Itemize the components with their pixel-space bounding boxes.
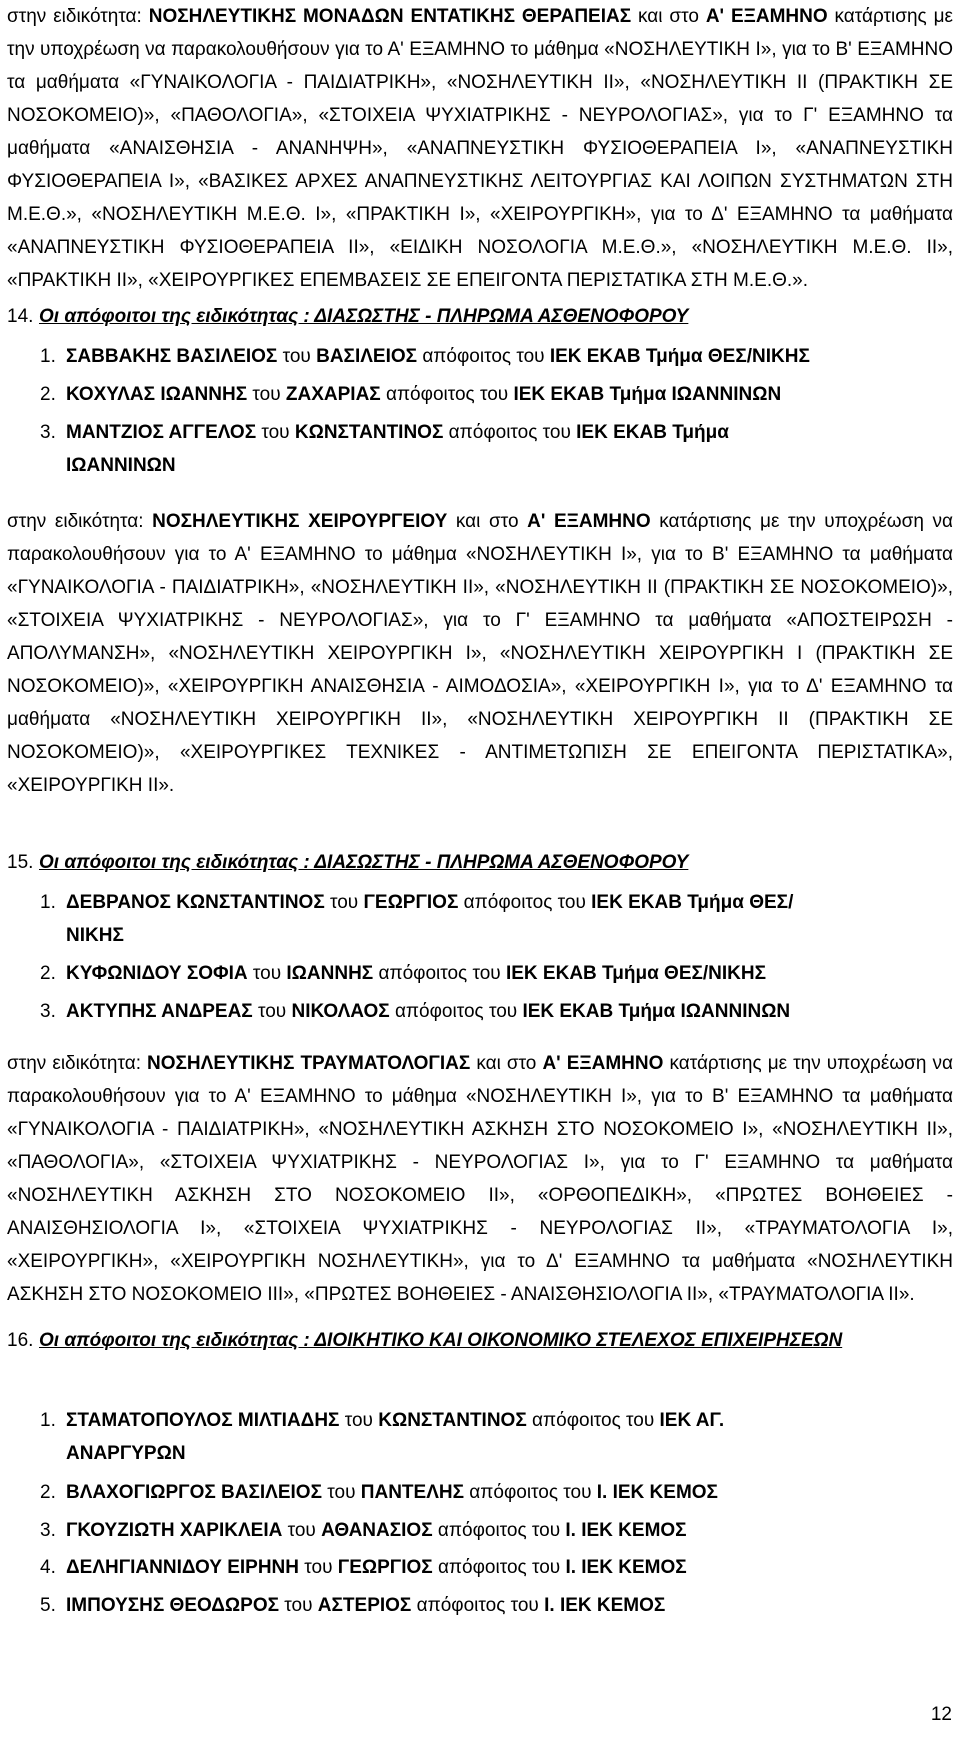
graduate-item	[40, 1404, 806, 1470]
graduate-item	[40, 416, 806, 482]
connector-text: του	[324, 892, 364, 913]
graduate-name: ΙΜΠΟΥΣΗΣ ΘΕΟΔΩΡΟΣ	[66, 1595, 280, 1616]
item-number: 2.	[40, 384, 56, 405]
section-number: 16.	[7, 1330, 34, 1351]
father-name: ΙΩΑΝΝΗΣ	[286, 963, 374, 984]
school-name: ΙΕΚ ΕΚΑΒ Τμήμα ΘΕΣ/ΝΙΚΗΣ	[549, 346, 810, 367]
item-number: 4.	[40, 1557, 56, 1578]
connector-text: του	[247, 384, 286, 405]
item-number: 1.	[40, 1410, 56, 1431]
father-name: ΚΩΝΣΤΑΝΤΙΝΟΣ	[378, 1410, 527, 1431]
father-name: ΠΑΝΤΕΛΗΣ	[360, 1482, 464, 1503]
father-name: ΓΕΩΡΓΙΟΣ	[363, 892, 459, 913]
specialty-paragraph-surgery	[7, 505, 953, 802]
father-name: ΚΩΝΣΤΑΝΤΙΝΟΣ	[294, 422, 444, 443]
section-heading-14	[7, 300, 953, 333]
school-name: ΙΕΚ ΕΚΑΒ Τμήμα ΘΕΣ/ΝΙΚΗΣ	[66, 892, 794, 946]
school-name: ΙΕΚ ΕΚΑΒ Τμήμα ΙΩΑΝΝΙΝΩΝ	[513, 384, 782, 405]
section-title: Οι απόφοιτοι της ειδικότητας : ΔΙΑΣΩΣΤΗΣ - ΠΛΗΡΩΜΑ ΑΣΘΕΝΟΦΟΡΟΥ	[39, 852, 689, 873]
connector-text: απόφοιτος του	[380, 384, 514, 405]
school-name: Ι. ΙΕΚ ΚΕΜΟΣ	[596, 1482, 718, 1503]
connector-text: απόφοιτος του	[389, 1001, 523, 1022]
semester-label: Α' ΕΞΑΜΗΝΟ	[542, 1053, 664, 1074]
specialty-name: ΝΟΣΗΛΕΥΤΙΚΗΣ ΜΟΝΑΔΩΝ ΕΝΤΑΤΙΚΗΣ ΘΕΡΑΠΕΙΑΣ	[148, 6, 632, 27]
graduate-name: ΔΕΒΡΑΝΟΣ ΚΩΝΣΤΑΝΤΙΝΟΣ	[66, 892, 325, 913]
item-number: 1.	[40, 346, 56, 367]
section-number: 15.	[7, 852, 34, 873]
connector-text: απόφοιτος του	[432, 1557, 566, 1578]
section-number: 14.	[7, 306, 34, 327]
graduate-name: ΚΥΦΩΝΙΔΟΥ ΣΟΦΙΑ	[66, 963, 248, 984]
specialty-name: ΝΟΣΗΛΕΥΤΙΚΗΣ ΤΡΑΥΜΑΤΟΛΟΓΙΑΣ	[147, 1053, 471, 1074]
paragraph-body: κατάρτισης με την υποχρέωση να παρακολουθήσουν για το Α' ΕΞΑΜΗΝΟ το μάθημα «ΝΟΣΗΛΕΥΤΙΚΗ Ι», για το Β' ΕΞΑΜΗΝΟ τα μαθήματα «ΓΥΝΑΙΚΟΛΟΓΙΑ - ΠΑΙΔΙΑΤΡΙΚΗ», «ΝΟΣΗΛΕΥΤΙΚΗ ΑΣΚΗΣΗ ΣΤΟ ΝΟΣΟΚΟΜΕΙΟ Ι», «ΝΟΣΗΛΕΥΤΙΚΗ ΙΙ», «ΠΑΘΟΛΟΓΙΑ», «ΣΤΟΙΧΕΙΑ ΨΥΧΙΑΤΡΙΚΗΣ - ΝΕΥΡΟΛΟΓΙΑΣ Ι», για το Γ' ΕΞΑΜΗΝΟ τα μαθήματα «ΝΟΣΗΛΕΥΤΙΚΗ ΑΣΚΗΣΗ ΣΤΟ ΝΟΣΟΚΟΜΕΙΟ ΙΙ», «ΟΡΘΟΠΕΔΙΚΗ», «ΠΡΩΤΕΣ ΒΟΗΘΕΙΕΣ - ΑΝΑΙΣΘΗΣΙΟΛΟΓΙΑ Ι», «ΣΤΟΙΧΕΙΑ ΨΥΧΙΑΤΡΙΚΗΣ - ΝΕΥΡΟΛΟΓΙΑΣ ΙΙ», «ΤΡΑΥΜΑΤΟΛΟΓΙΑ Ι», «ΧΕΙΡΟΥΡΓΙΚΗ», «ΧΕΙΡΟΥΡΓΙΚΗ ΝΟΣΗΛΕΥΤΙΚΗ», για το Δ' ΕΞΑΜΗΝΟ τα μαθήματα «ΝΟΣΗΛΕΥΤΙΚΗ ΑΣΚΗΣΗ ΣΤΟ ΝΟΣΟΚΟΜΕΙΟ ΙΙΙ», «ΠΡΩΤΕΣ ΒΟΗΘΕΙΕΣ - ΑΝΑΙΣΘΗΣΙΟΛΟΓΙΑ ΙΙ», «ΤΡΑΥΜΑΤΟΛΟΓΙΑ ΙΙ».	[7, 1053, 953, 1305]
school-name: ΙΕΚ ΕΚΑΒ Τμήμα ΙΩΑΝΝΙΝΩΝ	[66, 422, 729, 476]
graduate-name: ΓΚΟΥΖΙΩΤΗ ΧΑΡΙΚΛΕΙΑ	[66, 1520, 283, 1541]
graduate-name: ΜΑΝΤΖΙΟΣ ΑΓΓΕΛΟΣ	[66, 422, 257, 443]
specialty-paragraph-icu	[7, 0, 953, 297]
graduate-item	[40, 378, 946, 411]
semester-label: Α' ΕΞΑΜΗΝΟ	[705, 6, 828, 27]
semester-label: Α' ΕΞΑΜΗΝΟ	[527, 511, 651, 532]
section-title: Οι απόφοιτοι της ειδικότητας : ΔΙΑΣΩΣΤΗΣ - ΠΛΗΡΩΜΑ ΑΣΘΕΝΟΦΟΡΟΥ	[39, 306, 689, 327]
connector-text: του	[339, 1410, 379, 1431]
connector-text: του	[277, 346, 317, 367]
connector-text: απόφοιτος του	[417, 346, 550, 367]
father-name: ΖΑΧΑΡΙΑΣ	[285, 384, 381, 405]
connector-text: του	[282, 1520, 322, 1541]
graduate-item	[40, 886, 806, 952]
paragraph-body: κατάρτισης με την υποχρέωση να παρακολουθήσουν για το Α' ΕΞΑΜΗΝΟ το μάθημα «ΝΟΣΗΛΕΥΤΙΚΗ Ι», για το Β' ΕΞΑΜΗΝΟ τα μαθήματα «ΓΥΝΑΙΚΟΛΟΓΙΑ - ΠΑΙΔΙΑΤΡΙΚΗ», «ΝΟΣΗΛΕΥΤΙΚΗ ΙΙ», «ΝΟΣΗΛΕΥΤΙΚΗ ΙΙ (ΠΡΑΚΤΙΚΗ ΣΕ ΝΟΣΟΚΟΜΕΙΟ)», «ΣΤΟΙΧΕΙΑ ΨΥΧΙΑΤΡΙΚΗΣ - ΝΕΥΡΟΛΟΓΙΑΣ», για το Γ' ΕΞΑΜΗΝΟ τα μαθήματα «ΑΠΟΣΤΕΙΡΩΣΗ - ΑΠΟΛΥΜΑΝΣΗ», «ΝΟΣΗΛΕΥΤΙΚΗ ΧΕΙΡΟΥΡΓΙΚΗ Ι», «ΝΟΣΗΛΕΥΤΙΚΗ ΧΕΙΡΟΥΡΓΙΚΗ Ι (ΠΡΑΚΤΙΚΗ ΣΕ ΝΟΣΟΚΟΜΕΙΟ)», «ΧΕΙΡΟΥΡΓΙΚΗ ΑΝΑΙΣΘΗΣΙΑ - ΑΙΜΟΔΟΣΙΑ», «ΧΕΙΡΟΥΡΓΙΚΗ Ι», για το Δ' ΕΞΑΜΗΝΟ τα μαθήματα «ΝΟΣΗΛΕΥΤΙΚΗ ΧΕΙΡΟΥΡΓΙΚΗ ΙΙ», «ΝΟΣΗΛΕΥΤΙΚΗ ΧΕΙΡΟΥΡΓΙΚΗ ΙΙ (ΠΡΑΚΤΙΚΗ ΣΕ ΝΟΣΟΚΟΜΕΙΟ)», «ΧΕΙΡΟΥΡΓΙΚΕΣ ΤΕΧΝΙΚΕΣ - ΑΝΤΙΜΕΤΩΠΙΣΗ ΣΕ ΕΠΕΙΓΟΝΤΑ ΠΕΡΙΣΤΑΤΙΚΑ», «ΧΕΙΡΟΥΡΓΙΚΗ ΙΙ».	[7, 511, 953, 796]
connector-text: απόφοιτος του	[373, 963, 506, 984]
item-number: 2.	[40, 1482, 56, 1503]
graduate-item	[40, 995, 946, 1028]
father-name: ΑΘΑΝΑΣΙΟΣ	[321, 1520, 433, 1541]
graduate-name: ΒΛΑΧΟΓΙΩΡΓΟΣ ΒΑΣΙΛΕΙΟΣ	[66, 1482, 322, 1503]
graduate-name: ΔΕΛΗΓΙΑΝΝΙΔΟΥ ΕΙΡΗΝΗ	[66, 1557, 300, 1578]
paragraph-lead: στην ειδικότητα:	[7, 6, 149, 27]
paragraph-lead: στην ειδικότητα:	[7, 511, 153, 532]
graduate-item	[40, 957, 946, 990]
connector-text: του	[247, 963, 287, 984]
connector-text: απόφοιτος του	[443, 422, 577, 443]
graduate-name: ΣΑΒΒΑΚΗΣ ΒΑΣΙΛΕΙΟΣ	[66, 346, 278, 367]
specialty-paragraph-trauma	[7, 1047, 953, 1311]
connector-text: του	[321, 1482, 361, 1503]
section-heading-15	[7, 846, 953, 879]
connector-text: απόφοιτος του	[411, 1595, 545, 1616]
graduate-item	[40, 1589, 946, 1622]
paragraph-connector: και στο	[447, 511, 528, 532]
item-number: 3.	[40, 1520, 56, 1541]
graduate-name: ΣΤΑΜΑΤΟΠΟΥΛΟΣ ΜΙΛΤΙΑΔΗΣ	[66, 1410, 340, 1431]
graduate-name: ΑΚΤΥΠΗΣ ΑΝΔΡΕΑΣ	[66, 1001, 253, 1022]
connector-text: του	[252, 1001, 292, 1022]
graduate-item	[40, 1514, 946, 1547]
paragraph-body: κατάρτισης με την υποχρέωση να παρακολουθήσουν για το Α' ΕΞΑΜΗΝΟ το μάθημα «ΝΟΣΗΛΕΥΤΙΚΗ Ι», για το Β' ΕΞΑΜΗΝΟ τα μαθήματα «ΓΥΝΑΙΚΟΛΟΓΙΑ - ΠΑΙΔΙΑΤΡΙΚΗ», «ΝΟΣΗΛΕΥΤΙΚΗ ΙΙ», «ΝΟΣΗΛΕΥΤΙΚΗ ΙΙ (ΠΡΑΚΤΙΚΗ ΣΕ ΝΟΣΟΚΟΜΕΙΟ)», «ΠΑΘΟΛΟΓΙΑ», «ΣΤΟΙΧΕΙΑ ΨΥΧΙΑΤΡΙΚΗΣ - ΝΕΥΡΟΛΟΓΙΑΣ», για το Γ' ΕΞΑΜΗΝΟ τα μαθήματα «ΑΝΑΙΣΘΗΣΙΑ - ΑΝΑΝΗΨΗ», «ΑΝΑΠΝΕΥΣΤΙΚΗ ΦΥΣΙΟΘΕΡΑΠΕΙΑ Ι», «ΑΝΑΠΝΕΥΣΤΙΚΗ ΦΥΣΙΟΘΕΡΑΠΕΙΑ Ι», «ΒΑΣΙΚΕΣ ΑΡΧΕΣ ΑΝΑΠΝΕΥΣΤΙΚΗΣ ΛΕΙΤΟΥΡΓΙΑΣ ΚΑΙ ΛΟΙΠΩΝ ΣΥΣΤΗΜΑΤΩΝ ΣΤΗ Μ.Ε.Θ.», «ΝΟΣΗΛΕΥΤΙΚΗ Μ.Ε.Θ. Ι», «ΠΡΑΚΤΙΚΗ Ι», «ΧΕΙΡΟΥΡΓΙΚΗ», για το Δ' ΕΞΑΜΗΝΟ τα μαθήματα «ΑΝΑΠΝΕΥΣΤΙΚΗ ΦΥΣΙΟΘΕΡΑΠΕΙΑ ΙΙ», «ΕΙΔΙΚΗ ΝΟΣΟΛΟΓΙΑ Μ.Ε.Θ.», «ΝΟΣΗΛΕΥΤΙΚΗ Μ.Ε.Θ. ΙΙ», «ΠΡΑΚΤΙΚΗ ΙΙ», «ΧΕΙΡΟΥΡΓΙΚΕΣ ΕΠΕΜΒΑΣΕΙΣ ΣΕ ΕΠΕΙΓΟΝΤΑ ΠΕΡΙΣΤΑΤΙΚΑ ΣΤΗ Μ.Ε.Θ.».	[7, 6, 954, 291]
paragraph-lead: στην ειδικότητα:	[7, 1053, 148, 1074]
connector-text: απόφοιτος του	[464, 1482, 597, 1503]
page-number: 12	[930, 1704, 952, 1725]
graduate-item	[40, 1476, 946, 1509]
connector-text: του	[256, 422, 295, 443]
school-name: ΙΕΚ ΑΓ. ΑΝΑΡΓΥΡΩΝ	[66, 1410, 725, 1464]
section-title: Οι απόφοιτοι της ειδικότητας : ΔΙΟΙΚΗΤΙΚΟ ΚΑΙ ΟΙΚΟΝΟΜΙΚΟ ΣΤΕΛΕΧΟΣ ΕΠΙΧΕΙΡΗΣΕΩΝ	[39, 1330, 843, 1351]
school-name: ΙΕΚ ΕΚΑΒ Τμήμα ΙΩΑΝΝΙΝΩΝ	[522, 1001, 791, 1022]
paragraph-connector: και στο	[631, 6, 706, 27]
graduate-item	[40, 1551, 946, 1584]
section-heading-16	[7, 1324, 953, 1357]
item-number: 3.	[40, 422, 56, 443]
specialty-name: ΝΟΣΗΛΕΥΤΙΚΗΣ ΧΕΙΡΟΥΡΓΕΙΟΥ	[152, 511, 448, 532]
connector-text: απόφοιτος του	[432, 1520, 566, 1541]
graduate-name: ΚΟΧΥΛΑΣ ΙΩΑΝΝΗΣ	[66, 384, 248, 405]
school-name: ΙΕΚ ΕΚΑΒ Τμήμα ΘΕΣ/ΝΙΚΗΣ	[505, 963, 767, 984]
connector-text: απόφοιτος του	[458, 892, 592, 913]
school-name: Ι. ΙΕΚ ΚΕΜΟΣ	[565, 1520, 687, 1541]
father-name: ΓΕΩΡΓΙΟΣ	[337, 1557, 433, 1578]
connector-text: του	[279, 1595, 318, 1616]
connector-text: απόφοιτος του	[526, 1410, 660, 1431]
graduate-item	[40, 340, 946, 373]
item-number: 1.	[40, 892, 56, 913]
item-number: 5.	[40, 1595, 56, 1616]
item-number: 3.	[40, 1001, 56, 1022]
paragraph-connector: και στο	[470, 1053, 543, 1074]
item-number: 2.	[40, 963, 56, 984]
school-name: Ι. ΙΕΚ ΚΕΜΟΣ	[565, 1557, 687, 1578]
father-name: ΒΑΣΙΛΕΙΟΣ	[316, 346, 418, 367]
father-name: ΑΣΤΕΡΙΟΣ	[317, 1595, 412, 1616]
father-name: ΝΙΚΟΛΑΟΣ	[291, 1001, 390, 1022]
connector-text: του	[299, 1557, 338, 1578]
school-name: Ι. ΙΕΚ ΚΕΜΟΣ	[544, 1595, 666, 1616]
